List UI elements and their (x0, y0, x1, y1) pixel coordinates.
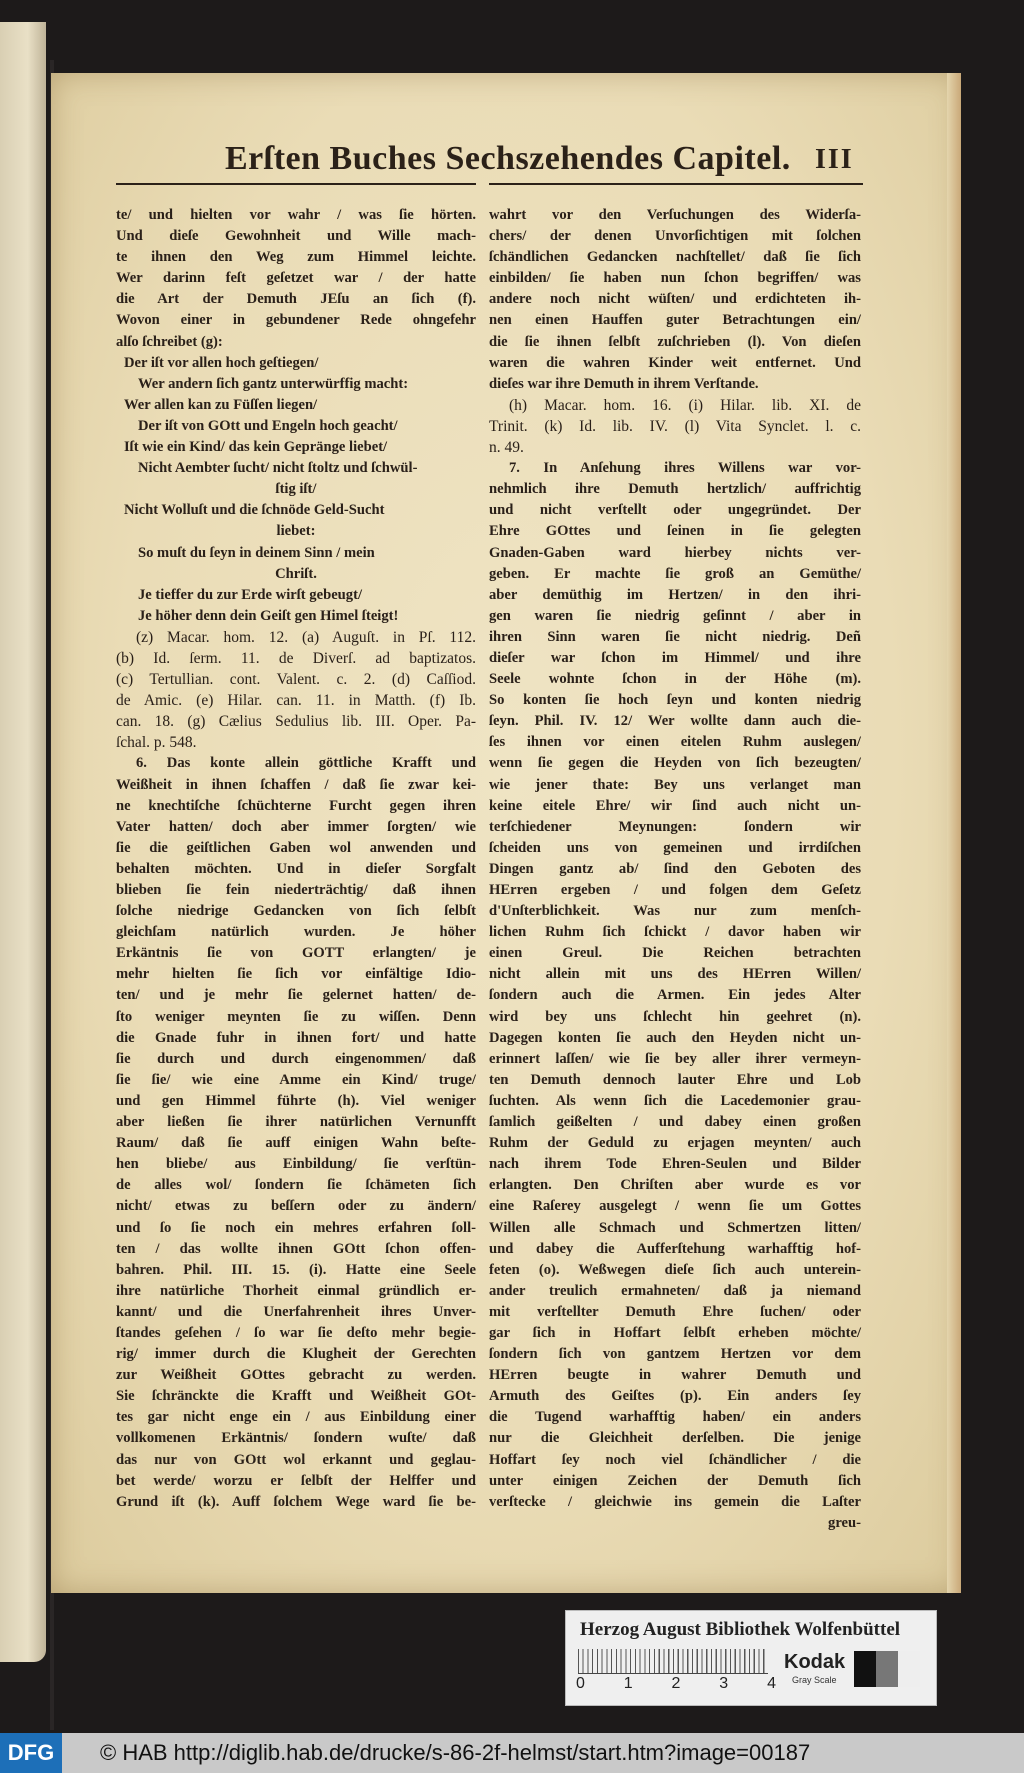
text-line: nach ihrem Tode Ehren-Seulen und Bilder (489, 1156, 861, 1173)
text-line: Seele wohnte ſchon in der Höhe (m). (489, 671, 861, 688)
footnote-line: n. 49. (489, 439, 524, 457)
footnote-line: de Amic. (e) Hilar. can. 11. in Matth. (f) Ib. (116, 692, 476, 710)
header-rule-right (489, 183, 863, 185)
text-line: dieſes war ihre Demuth in ihrem Verſtande. (489, 375, 759, 392)
text-line: ſamlich geißelten / und dabey einen großen (489, 1114, 861, 1131)
text-line: erinnert laſſen/ wie ſie bey aller ihrer vermeyn- (489, 1050, 861, 1067)
text-line: liebet: (276, 523, 316, 540)
text-line: ſie die geiſtlichen Gaben wol anwenden und (116, 839, 476, 856)
text-line: mehr hielten ſie ſich vor einfältige Idio- (116, 966, 476, 983)
left-column (116, 205, 476, 1513)
text-line: Iſt wie ein Kind/ das kein Gepränge liebet/ (124, 439, 388, 456)
previous-page-edge (0, 22, 46, 1662)
ruler-number: 4 (767, 1675, 776, 1692)
right-column (489, 205, 861, 1534)
text-line: ſes ihnen vor einen eitelen Ruhm auslegen/ (489, 734, 861, 751)
text-line: greu- (828, 1514, 861, 1531)
text-line: ſondern ſich von gantzem Hertzen vor dem (489, 1346, 861, 1363)
text-line: lichen Ruhm ſich ſchickt / davor haben wir (489, 924, 861, 941)
text-line: terſchiedener Meynungen: ſondern wir (489, 818, 861, 835)
text-line: ten Demuth dennoch lauter Ehre und Lob (489, 1071, 861, 1088)
text-line: Wer allen kan zu Füſſen liegen/ (124, 396, 318, 413)
text-line: erlangten. Den Chriſten aber wurde es vor (489, 1177, 861, 1194)
text-line: Dagegen konten ſie auch den Heyden nicht un- (489, 1029, 861, 1046)
text-line: kannt/ und die Unerfahrenheit ihres Unver- (116, 1303, 476, 1320)
footnote-line: (h) Macar. hom. 16. (i) Hilar. lib. XI. de (509, 396, 861, 414)
text-line: wenn ſie gegen die Heyden von ſich bezeugten/ (489, 755, 861, 772)
text-line: HErren beugte in wahrer Demuth und (489, 1367, 861, 1384)
text-line: wahrt vor den Verſuchungen des Widerſa- (489, 207, 861, 223)
text-line: ſie ſie/ wie eine Amme ein Kind/ truge/ (116, 1071, 476, 1088)
text-line: Nicht Wolluſt und die ſchnöde Geld-Sucht (124, 502, 385, 519)
text-line: Nicht Aembter ſucht/ nicht ſtoltz und ſchwül- (138, 460, 418, 477)
text-line: Ehre GOttes und ſeinen in ſie gelegten (489, 523, 861, 540)
ruler-numbers (576, 1675, 776, 1693)
text-line: Wovon einer in gebundener Rede ohngefehr (116, 312, 476, 329)
text-line: die Tugend warhafftig haben/ ein anders (489, 1409, 861, 1426)
text-line: einen Greul. Die Reichen betrachten (489, 945, 861, 962)
footnote-line: (z) Macar. hom. 12. (a) Auguſt. in Pſ. 112. (136, 628, 476, 646)
text-line: bet werde/ worzu er ſelbſt der Helffer und (116, 1472, 476, 1489)
text-line: und gen Himmel führte (h). Viel weniger (116, 1092, 476, 1109)
gray-patch-white (898, 1651, 920, 1687)
text-line: Dingen gantz ab/ ſind den Geboten des (489, 860, 861, 877)
text-line: ſondern auch die Armen. Ein jedes Alter (489, 987, 861, 1004)
text-line: 6. Das konte allein göttliche Krafft und (136, 755, 476, 772)
text-line: chers/ der denen Unvorſichtigen mit ſolchen (489, 228, 861, 245)
text-line: te ihnen den Weg zum Himmel leichte. (116, 249, 476, 266)
footnote-line: Trinit. (k) Id. lib. IV. (l) Vita Synclet. l. c. (489, 417, 861, 435)
text-line: 7. In Anſehung ihres Willens war vor- (509, 460, 861, 477)
text-line: So muſt du ſeyn in deinem Sinn / mein (138, 544, 375, 561)
text-line: HErren ergeben / und folgen dem Geſetz (489, 882, 861, 898)
text-line: und ſo ſie noch ein mehres erfahren ſoll- (116, 1219, 476, 1236)
text-line: Je tieffer du zur Erde wirſt gebeugt/ (138, 586, 362, 603)
ruler-number: 1 (623, 1675, 633, 1692)
text-line: Grund iſt (k). Auff ſolchem Wege ward ſie be- (116, 1493, 476, 1510)
text-line: d'Unſterblichkeit. Was nur zum menſch- (489, 903, 861, 920)
text-line: ander treulich ermahneten/ daß ja niemand (489, 1282, 861, 1299)
page-number: III (815, 144, 854, 175)
text-line: die Gnade fuhr in ihnen fort/ und hatte (116, 1029, 476, 1046)
text-line: andere noch nicht wüſten/ und erdichteten ih- (489, 291, 861, 308)
text-line: hen bliebe/ aus Einbildung/ ſie verſtün- (116, 1156, 476, 1173)
text-line: keine eitele Ehre/ wir ſind auch nicht un- (489, 797, 861, 814)
text-line: ſuchten. Als wenn ſich die Lacedemonier grau- (489, 1092, 861, 1109)
text-line: ſcheiden uns von gemeinen und irrdiſchen (489, 839, 861, 856)
text-line: die Art der Demuth JEſu an ſich (f). (116, 291, 476, 308)
text-line: ten / das wollte ihnen GOtt ſchon offen- (116, 1240, 476, 1257)
footnote-line: ſchal. p. 548. (116, 734, 197, 752)
text-line: Gnaden-Gaben ward hierbey nichts ver- (489, 544, 861, 561)
text-line: nur die Gleichheit derſelben. Die jenige (489, 1430, 861, 1447)
text-line: wie jener thate: Bey uns verlanget man (489, 776, 861, 793)
page-edge (947, 73, 961, 1593)
text-line: vollkomenen Erkäntnis/ ſondern wuſte/ daß (116, 1430, 476, 1447)
library-name: Herzog August Bibliothek Wolfenbüttel (580, 1619, 901, 1640)
text-line: Der iſt vor allen hoch geſtiegen/ (124, 354, 319, 371)
text-line: und nicht verſtellt oder ungegründet. Der (489, 502, 861, 519)
text-line: ihre natürliche Thorheit einmal gründlich er- (116, 1282, 476, 1299)
text-line: te/ und hielten vor wahr / was ſie hörten. (116, 207, 476, 223)
text-line: Und dieſe Gewohnheit und Wille mach- (116, 228, 476, 245)
text-line: einbilden/ ſie haben nun ſchon begriffen/ was (489, 270, 861, 287)
text-line: rig/ immer durch die Klugheit der Gerechten (116, 1346, 476, 1363)
text-line: ſtandes geſehen / ſo war ſie deſto mehr begie- (116, 1324, 476, 1341)
text-line: Vater hatten/ doch aber immer ſorgten/ wie (116, 818, 476, 835)
text-line: Weißheit in ihnen ſchaffen / daß ſie zwar kei- (116, 776, 476, 793)
text-line: ſtig iſt/ (275, 481, 317, 498)
text-line: nicht allein mit uns des HErren Willen/ (489, 966, 861, 983)
scale-ruler (578, 1649, 768, 1674)
copyright-link[interactable]: © HAB http://diglib.hab.de/drucke/s-86-2f-helmst/start.htm?image=00187 (100, 1740, 811, 1765)
text-line: das nur von GOtt wol erkannt und geglau- (116, 1451, 476, 1468)
text-line: ihren Sinn waren ſie nicht niedrig. Deñ (489, 628, 861, 645)
text-line: Armuth des Geiſtes (p). Ein anders ſey (489, 1388, 861, 1405)
footnote-line: can. 18. (g) Cælius Sedulius lib. III. Oper. Pa- (116, 713, 476, 731)
text-line: eine Raſerey ausgelegt / wenn ſie um Gottes (489, 1198, 861, 1215)
footnote-line: (c) Tertullian. cont. Valent. c. 2. (d) Caſſiod. (116, 671, 476, 689)
text-line: unter einigen Zeichen der Demuth ſich (489, 1472, 861, 1489)
text-line: Hoffart ſey noch viel ſchändlicher / die (489, 1451, 861, 1468)
text-line: nehmlich ihre Demuth hertzlich/ auffrichtig (489, 481, 861, 498)
text-line: ſchändlichen Gedancken nachſtellet/ daß ſie ſich (489, 249, 861, 266)
text-line: die ſie ihnen ſelbſt zuſchrieben (l). Von dieſen (489, 333, 861, 350)
text-line: bahren. Phil. III. 15. (i). Hatte eine Seele (116, 1261, 476, 1278)
ruler-number: 2 (671, 1675, 681, 1692)
text-line: waren die wahren Kinder weit entfernet. Und (489, 354, 861, 371)
text-line: Raum/ daß ſie auff einigen Wahn beſte- (116, 1135, 476, 1152)
text-line: dieſer war ſchon im Himmel/ und ihre (489, 649, 861, 666)
footnote-line: (b) Id. ſerm. 11. de Diverſ. ad baptizatos. (116, 649, 476, 667)
text-line: Chriſt. (275, 565, 317, 582)
ruler-number: 3 (719, 1675, 729, 1692)
text-line: Der iſt von GOtt und Engeln hoch geacht/ (138, 417, 398, 434)
text-line: Je höher denn dein Geiſt gen Himel ſteigt! (138, 607, 399, 624)
text-line: tes gar nicht enge ein / aus Einbildung einer (116, 1409, 476, 1426)
text-line: Sie ſchränckte die Krafft und Weißheit GOt- (116, 1388, 476, 1405)
footer-bar (0, 1733, 1024, 1773)
gray-scale-caption: Gray Scale (792, 1675, 837, 1685)
text-line: nicht/ etwas zu beſſern oder zu ändern/ (116, 1198, 476, 1215)
text-line: ne knechtiſche ſchüchterne Furcht gegen ihren (116, 797, 476, 814)
scan-reference-label (565, 1610, 937, 1706)
dfg-logo: DFG (0, 1733, 62, 1773)
text-line: behalten möchten. Und in dieſer Sorgfalt (116, 860, 476, 877)
text-line: ſto weniger meynten ſie zu wiſſen. Denn (116, 1008, 476, 1025)
kodak-brand: Kodak (784, 1651, 846, 1673)
text-line: ten/ und je mehr ſie gelernet hatten/ de- (116, 987, 476, 1004)
text-line: ſolche niedrige Gedancken von ſich ſelbſt (116, 903, 476, 920)
text-line: feten (o). Weßwegen dieſe ſich auch unterein- (489, 1261, 861, 1278)
ruler-number: 0 (576, 1675, 585, 1692)
text-line: zur Weißheit GOttes gebracht zu werden. (116, 1367, 476, 1384)
text-line: gen waren ſie niedrig geſinnt / aber in (489, 607, 861, 624)
text-line: nen einen Hauffen guter Betrachtungen ein/ (489, 312, 861, 329)
gray-patch-mid (876, 1651, 898, 1687)
running-title: Erſten Buches Sechszehendes Capitel. (225, 140, 791, 177)
text-line: gar ſich in Hoffart ſelbſt erheben möchte/ (489, 1324, 861, 1341)
text-line: ſie durch und durch eingenommen/ daß (116, 1050, 476, 1067)
text-line: verſtecke / gleichwie ins gemein die Laſter (489, 1493, 861, 1510)
text-line: wird bey uns ſchlecht hin geehret (n). (489, 1008, 861, 1025)
text-line: aber demüthig im Hertzen/ in den ihri- (489, 586, 861, 603)
text-line: Willen alle Schmach und Schmertzen litten/ (489, 1219, 861, 1236)
text-line: Ruhm der Geduld zu erjagen meynten/ auch (489, 1135, 861, 1152)
text-line: aber ließen ſie ihrer natürlichen Vernunfft (116, 1114, 476, 1131)
text-line: ſeyn. Phil. IV. 12/ Wer wollte dann auch die- (489, 713, 861, 730)
text-line: und dabey die Aufferſtehung warhafftig hof- (489, 1240, 861, 1257)
text-line: mit verſtellter Demuth Ehre ſuchen/ oder (489, 1303, 861, 1320)
text-line: geben. Er machte ſie groß an Gemüthe/ (489, 565, 861, 582)
text-line: gleichſam natürlich wurden. Je höher (116, 924, 476, 941)
text-line: alſo ſchreibet (g): (116, 333, 223, 350)
header-rule-left (116, 183, 476, 185)
text-line: So konten ſie hoch ſeyn und konten niedrig (489, 692, 861, 709)
text-line: Erkäntnis ſie von GOTT erlangten/ je (116, 945, 476, 962)
gray-patch-black (854, 1651, 876, 1687)
text-line: de alles wol/ ſondern ſie ſchämeten ſich (116, 1177, 476, 1194)
text-line: Wer andern ſich gantz unterwürffig macht: (138, 375, 409, 392)
text-line: Wer darinn feſt geſetzet war / der hatte (116, 270, 476, 287)
text-line: blieben ſie fein niederträchtig/ daß ihnen (116, 882, 476, 898)
